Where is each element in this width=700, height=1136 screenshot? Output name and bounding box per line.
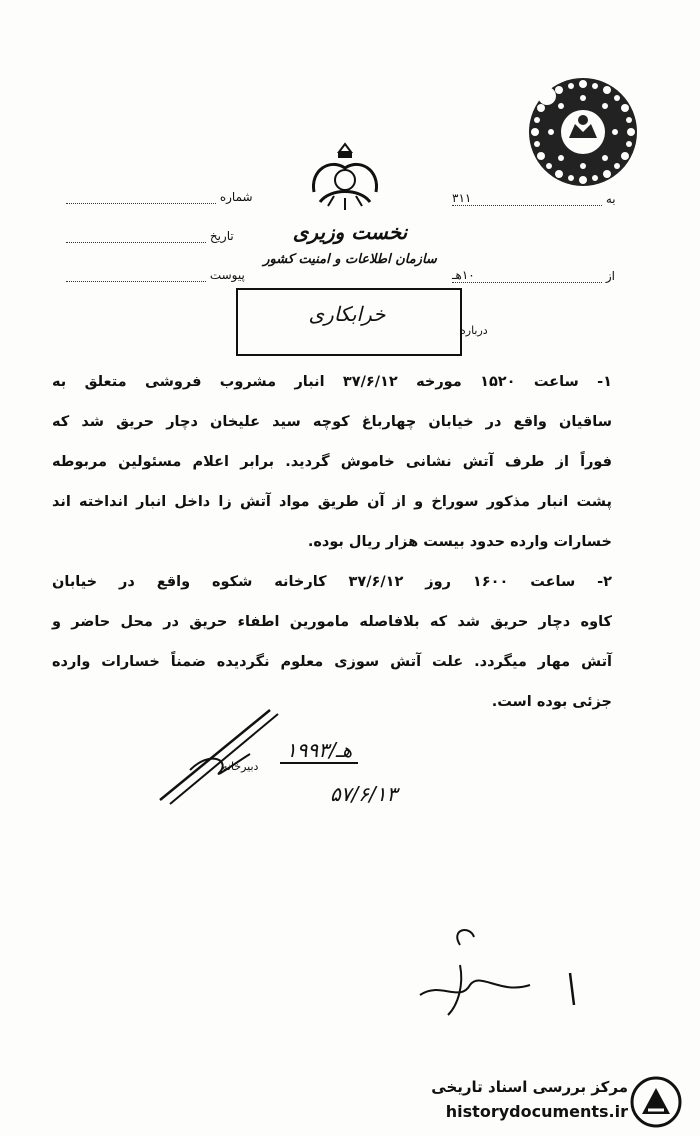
stamp-label: دبیرخانه — [222, 760, 259, 773]
stamp-date: ۵۷/۶/۱۳ — [330, 782, 398, 806]
body-line-2: ساقیان واقع در خیابان چهارباغ کوچه سید علیخان دچار حریق شد که — [52, 414, 612, 430]
stamp-number: ۱هـ/۹۹۳ — [280, 738, 358, 764]
lion-and-sun-emblem-icon — [300, 140, 390, 215]
subject-value: خرابکاری — [308, 302, 386, 326]
body-line-9: جزئی بوده است. — [491, 694, 612, 710]
watermark-url: historydocuments.ir — [445, 1102, 628, 1121]
body-line-3: فوراً از طرف آتش نشانی خاموش گردید. برابر اعلام مسئولین مربوطه — [52, 454, 612, 470]
watermark-name: مرکز بررسی اسناد تاریخی — [431, 1078, 628, 1096]
number-dots — [66, 203, 216, 204]
number-field — [66, 190, 253, 204]
body-line-1: ۱- ساعت ۱۵۲۰ مورخه ۳۷/۶/۱۲ انبار مشروب فروشی متعلق به — [52, 374, 613, 390]
archive-logo-icon — [630, 1076, 682, 1128]
body-line-7: کاوه دچار حریق شد که بلافاصله مامورین اطفاء حریق در محل حاضر و — [52, 614, 612, 630]
org-subtitle: سازمان اطلاعات و امنیت کشور — [263, 252, 437, 267]
to-field — [452, 191, 616, 206]
attachment-dots — [66, 281, 206, 282]
signature-scribble-icon — [150, 700, 290, 810]
from-field — [452, 268, 615, 283]
from-value: ۱۰هـ — [452, 268, 602, 283]
org-title: نخست وزیری — [292, 220, 408, 244]
body-line-4: پشت انبار مذکور سوراخ و از آن طریق مواد آتش زا داخل انبار انداخته اند — [52, 494, 612, 510]
body-line-6: ۲- ساعت ۱۶۰۰ روز ۳۷/۶/۱۲ کارخانه شکوه واقع در خیابان — [52, 574, 612, 590]
signature-initials-icon — [400, 925, 590, 1020]
body-line-5: خسارات وارده حدود بیست هزار ریال بوده. — [307, 534, 612, 550]
from-label: از — [605, 269, 615, 283]
number-label: شماره — [219, 190, 253, 204]
attachment-field — [66, 268, 245, 282]
attachment-label: پیوست — [209, 268, 245, 282]
date-label: تاریخ — [209, 229, 234, 243]
to-value: ۳۱۱ — [452, 191, 602, 206]
date-field — [66, 229, 234, 243]
round-seal-icon — [527, 76, 639, 188]
body-line-8: آتش مهار میگردد. علت آتش سوزی معلوم نگردیده ضمناً خسارات وارده — [52, 654, 612, 670]
subject-label: درباره — [460, 324, 488, 337]
date-dots — [66, 242, 206, 243]
to-label: به — [605, 192, 616, 206]
